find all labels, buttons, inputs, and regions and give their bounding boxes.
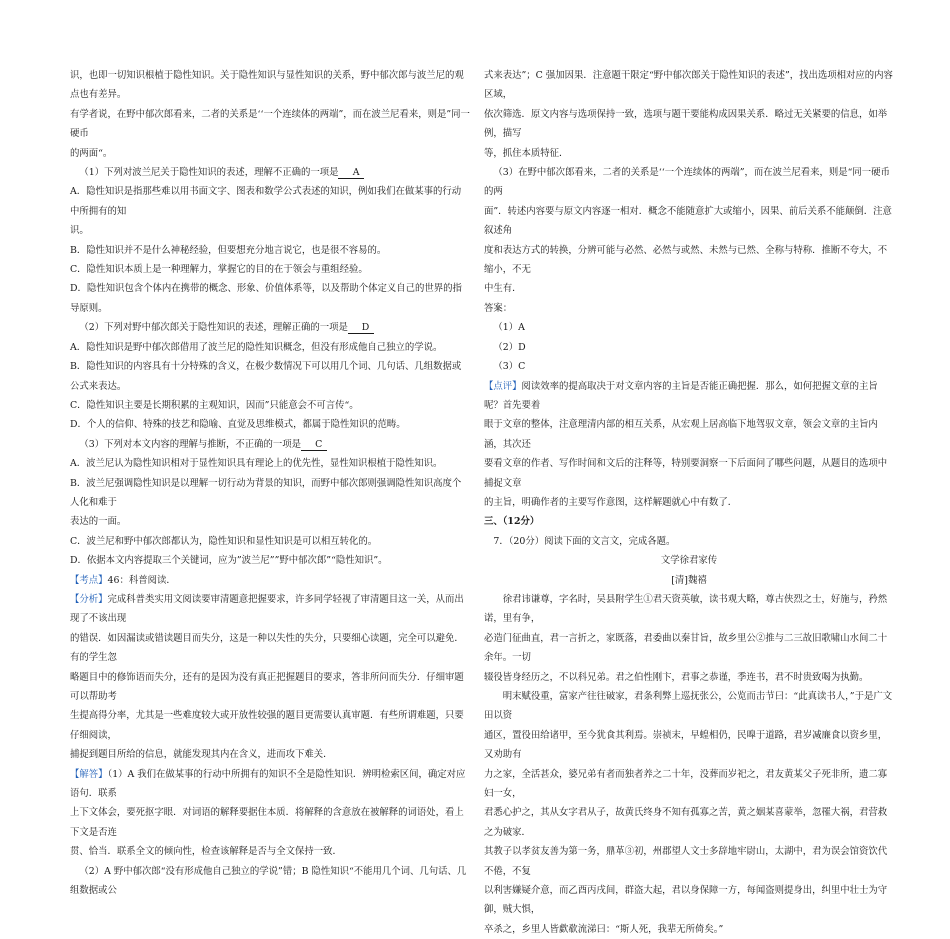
intro-line: 有学者说，在野中郁次郎看来，二者的关系是‘‘一个连续体的两端”，而在波兰尼看来，则是”同一硬币	[70, 108, 470, 140]
dianping-line: 的主旨，明确作者的主要写作意图，这样解题就心中有数了．	[484, 496, 738, 508]
classical-line: 君悉心护之，其从女字君从子，故黄氏终身不知有孤寡之苦，黄之姻某喜蒙举，忽罹大祸，君营救之为破家．	[484, 807, 888, 838]
option-line: D．隐性知识包含个体内在携带的概念、形象、价值体系等，以及帮助个体定义自己的世界的指导原则。	[70, 283, 462, 314]
dianping-line: 眼于文章的整体，注意理清内部的相互关系，从宏观上居高临下地驾驭文章，领会文章的主旨内涵，其次还	[484, 419, 878, 450]
option-line: C．隐性知识主要是长期积累的主观知识，因而”只能意会不可言传“。	[70, 399, 359, 411]
fenxi-tag: 【分析】	[70, 593, 108, 605]
passage-author: [清]魏禧	[671, 574, 707, 586]
intro-line: 识，也即一切知识根植于隐性知识。关于隐性知识与显性知识的关系，野中郁次郎与波兰尼的观点也有差异。	[70, 70, 464, 101]
dianping-line: 要看文章的作者、写作时间和文后的注释等，特别要洞察一下后面问了哪些问题，从题目的选项中捕捉文章	[484, 458, 888, 489]
left-column	[70, 66, 470, 900]
option-line: 表达的一面。	[70, 516, 127, 528]
answer-blank: A	[338, 167, 364, 179]
continuation-line: 面”．转述内容要与原文内容逐一相对．概念不能随意扩大或缩小，因果、前后关系不能颠倒．注意叙述角	[484, 205, 892, 237]
option-line: A．波兰尼认为隐性知识相对于显性知识具有理论上的优先性，显性知识根植于隐性知识。	[70, 458, 443, 470]
question-2-stem	[70, 318, 470, 337]
dianping-line	[484, 377, 894, 416]
option-line: 识。	[70, 225, 89, 237]
classical-line: 徐君讳谦尊，字名时，吴县附学生①君天资英敏，读书观大略，尊古侠烈之士，好施与，矜然诺，里有争，	[484, 593, 888, 625]
question-3-stem	[70, 435, 470, 454]
classical-line: 力之家，全活甚众，婆兄弟有者而独者养之二十年，没葬而岁祀之，君友黄某父子死非所，遗二寡妇一女，	[484, 768, 888, 800]
fenxi-line	[70, 590, 470, 629]
jieda-tag: 【解答】	[70, 768, 108, 780]
classical-line: 通区，置役田给诸甲，至今犹食其利焉。崇祯末，早蝗相仍，民嘷于道路，君岁减廉食以资乡里，又劝助有	[484, 729, 888, 761]
fenxi-line: 生提高得分率，尤其是一些难度较大或开放性较强的题目更需要认真审题．有些所谓难题，只要仔细阅读，	[70, 710, 464, 741]
answer-item: （2）D	[493, 341, 526, 353]
answer-blank: D	[348, 322, 374, 334]
classical-line: 卒杀之，乡里人皆歔欷流涕曰：“斯人死，我辈无所倚矣。”	[484, 923, 724, 935]
jieda-line: 贯、恰当．联系全文的倾向性，检查该解释是否与全文保持一致．	[70, 846, 342, 858]
dianping-text: 阅读效率的提高取决于对文章内容的主旨是否能正确把握．那么，如何把握文章的主旨呢？首先要着	[484, 380, 878, 411]
jieda-line	[70, 765, 470, 804]
continuation-line: 依次筛选．原文内容与选项保持一致，选项与题干要能构成因果关系．略过无关紧要的信息，如举例，描写	[484, 108, 888, 140]
question-text: （2）下列对野中郁次郎关于隐性知识的表述，理解正确的一项是	[79, 322, 348, 334]
fenxi-text: 完成科普类实用文阅读要审清题意把握要求，许多同学轻视了审清题目这一关，从而出现了不该出现	[70, 593, 464, 625]
option-line: A．隐性知识是野中郁次郎借用了波兰尼的隐性知识概念，但没有形成他自己独立的学说。	[70, 341, 443, 353]
classical-line: 其教子以孝贫友善为第一务，鼎革③初，州郡望人文士多辞地牢尉山，太湖中，君为误会馆资饮代不倦，不复	[484, 846, 888, 877]
question-text: （1）下列对波兰尼关于隐性知识的表述，理解不正确的一项是	[79, 167, 339, 179]
jieda-line: 上下文体会，要死抠字眼．对词语的解释要据住本质．将解释的含意放在被解释的词语处，看上下文是否连	[70, 807, 464, 838]
section-heading: 三、（12分）	[484, 516, 540, 528]
passage-title: 文学徐君家传	[660, 555, 718, 567]
intro-line: 的两面“。	[70, 147, 113, 159]
option-line: D．个人的信仰、特殊的技艺和隐喻、直觉及思维模式，都属于隐性知识的范畴。	[70, 419, 406, 431]
option-line: C．波兰尼和野中郁次郎都认为，隐性知识和显性知识是可以相互转化的。	[70, 535, 378, 547]
option-line: D．依据本文内容提取三个关键词，应为”波兰尼””野中郁次郎”“隐性知识”。	[70, 555, 388, 567]
question-text: （3）下列对本文内容的理解与推断，不正确的一项是	[79, 438, 301, 450]
option-line: B．隐性知识并不是什么神秘经验，但要想充分地言说它，也是很不容易的。	[70, 244, 387, 256]
kaodian-tag: 【考点】	[70, 574, 108, 586]
question-7: 7．（20分）阅读下面的文言文，完成各题。	[493, 535, 676, 547]
classical-line: 明末赋役重，富家产往往破家，君条利弊上巡抚张公，公览而击节曰：“此真读书人，”于是广文田以资	[484, 691, 893, 722]
answer-item: （3）C	[493, 361, 526, 373]
continuation-line: 式来表达”；C 强加因果．注意题干限定“野中郁次郎关于隐性知识的表述”，找出选项相对应的内容区域，	[484, 70, 893, 101]
classical-line: 以利害嫌疑介意，而乙酉丙戌间，群盗大起，君以身保障一方，每闻盗则提身出，纠里中壮士为守御，贼大惧，	[484, 885, 888, 916]
answer-blank: C	[301, 439, 327, 451]
continuation-line: 中生有．	[484, 283, 522, 295]
answers-label: 答案：	[484, 302, 513, 314]
answer-item: （1）A	[493, 322, 525, 334]
option-line: B．波兰尼强调隐性知识是以理解一切行动为背景的知识，而野中郁次郎则强调隐性知识高度个人化和难于	[70, 477, 462, 508]
option-line: A．隐性知识是指那些难以用书面文字、图表和数学公式表述的知识，例如我们在做某事的行动中所拥有的知	[70, 186, 462, 217]
question-1-stem	[70, 163, 470, 182]
fenxi-line: 略题目中的修饰语而失分，还有的是因为没有真正把握题目的要求，答非所问而失分．仔细审题可以帮助考	[70, 671, 464, 702]
dianping-tag: 【点评】	[484, 380, 522, 392]
jieda-text: （1）A 我们在做某事的行动中所拥有的知识不全是隐性知识．辨明检索区间，确定对应语句．联系	[70, 768, 466, 800]
continuation-line: 度和表达方式的转换，分辨可能与必然、必然与或然、未然与已然、全称与特称．推断不夸大，不缩小，不无	[484, 244, 888, 276]
classical-line: 必造门征曲直，君一言折之，家既落，君委曲以秦甘旨，故乡里公②推与二三故旧歌啸山水间二十余年。一切	[484, 632, 888, 664]
option-line: C．隐性知识本质上是一种理解力，掌握它的目的在于领会与重组经验。	[70, 264, 368, 276]
classical-line: 辍役皆身经历之，不以科兄弟。君之伯性刚卞，君事之恭谨，季连书，君不时贵致喝为执勤。	[484, 671, 869, 683]
jieda-line: （2）A 野中郁次郎“没有形成他自己独立的学说”错；B 隐性知识“不能用几个词、几句话、几组数据或公	[70, 865, 467, 897]
fenxi-line: 的错误．如因漏读或错读题目而失分，这是一种以失性的失分，只要细心读题，完全可以避免．有的学生忽	[70, 632, 464, 664]
continuation-line: 等，抓住本质特征．	[484, 147, 569, 159]
continuation-line: （3）在野中郁次郎看来，二者的关系是‘‘一个连续体的两端”，而在波兰尼看来，则是“同一硬币的两	[484, 167, 890, 198]
option-line: B．隐性知识的内容具有十分特殊的含义，在极少数情况下可以用几个词、几句话、几组数据或公式来表达。	[70, 361, 462, 392]
kaodian-text: 46：科普阅读．	[107, 574, 176, 586]
kaodian-line	[70, 571, 470, 590]
fenxi-line: 捕捉到题目所给的信息，就能发现其内在含义，进而攻下难关．	[70, 749, 333, 761]
right-column	[484, 66, 894, 939]
